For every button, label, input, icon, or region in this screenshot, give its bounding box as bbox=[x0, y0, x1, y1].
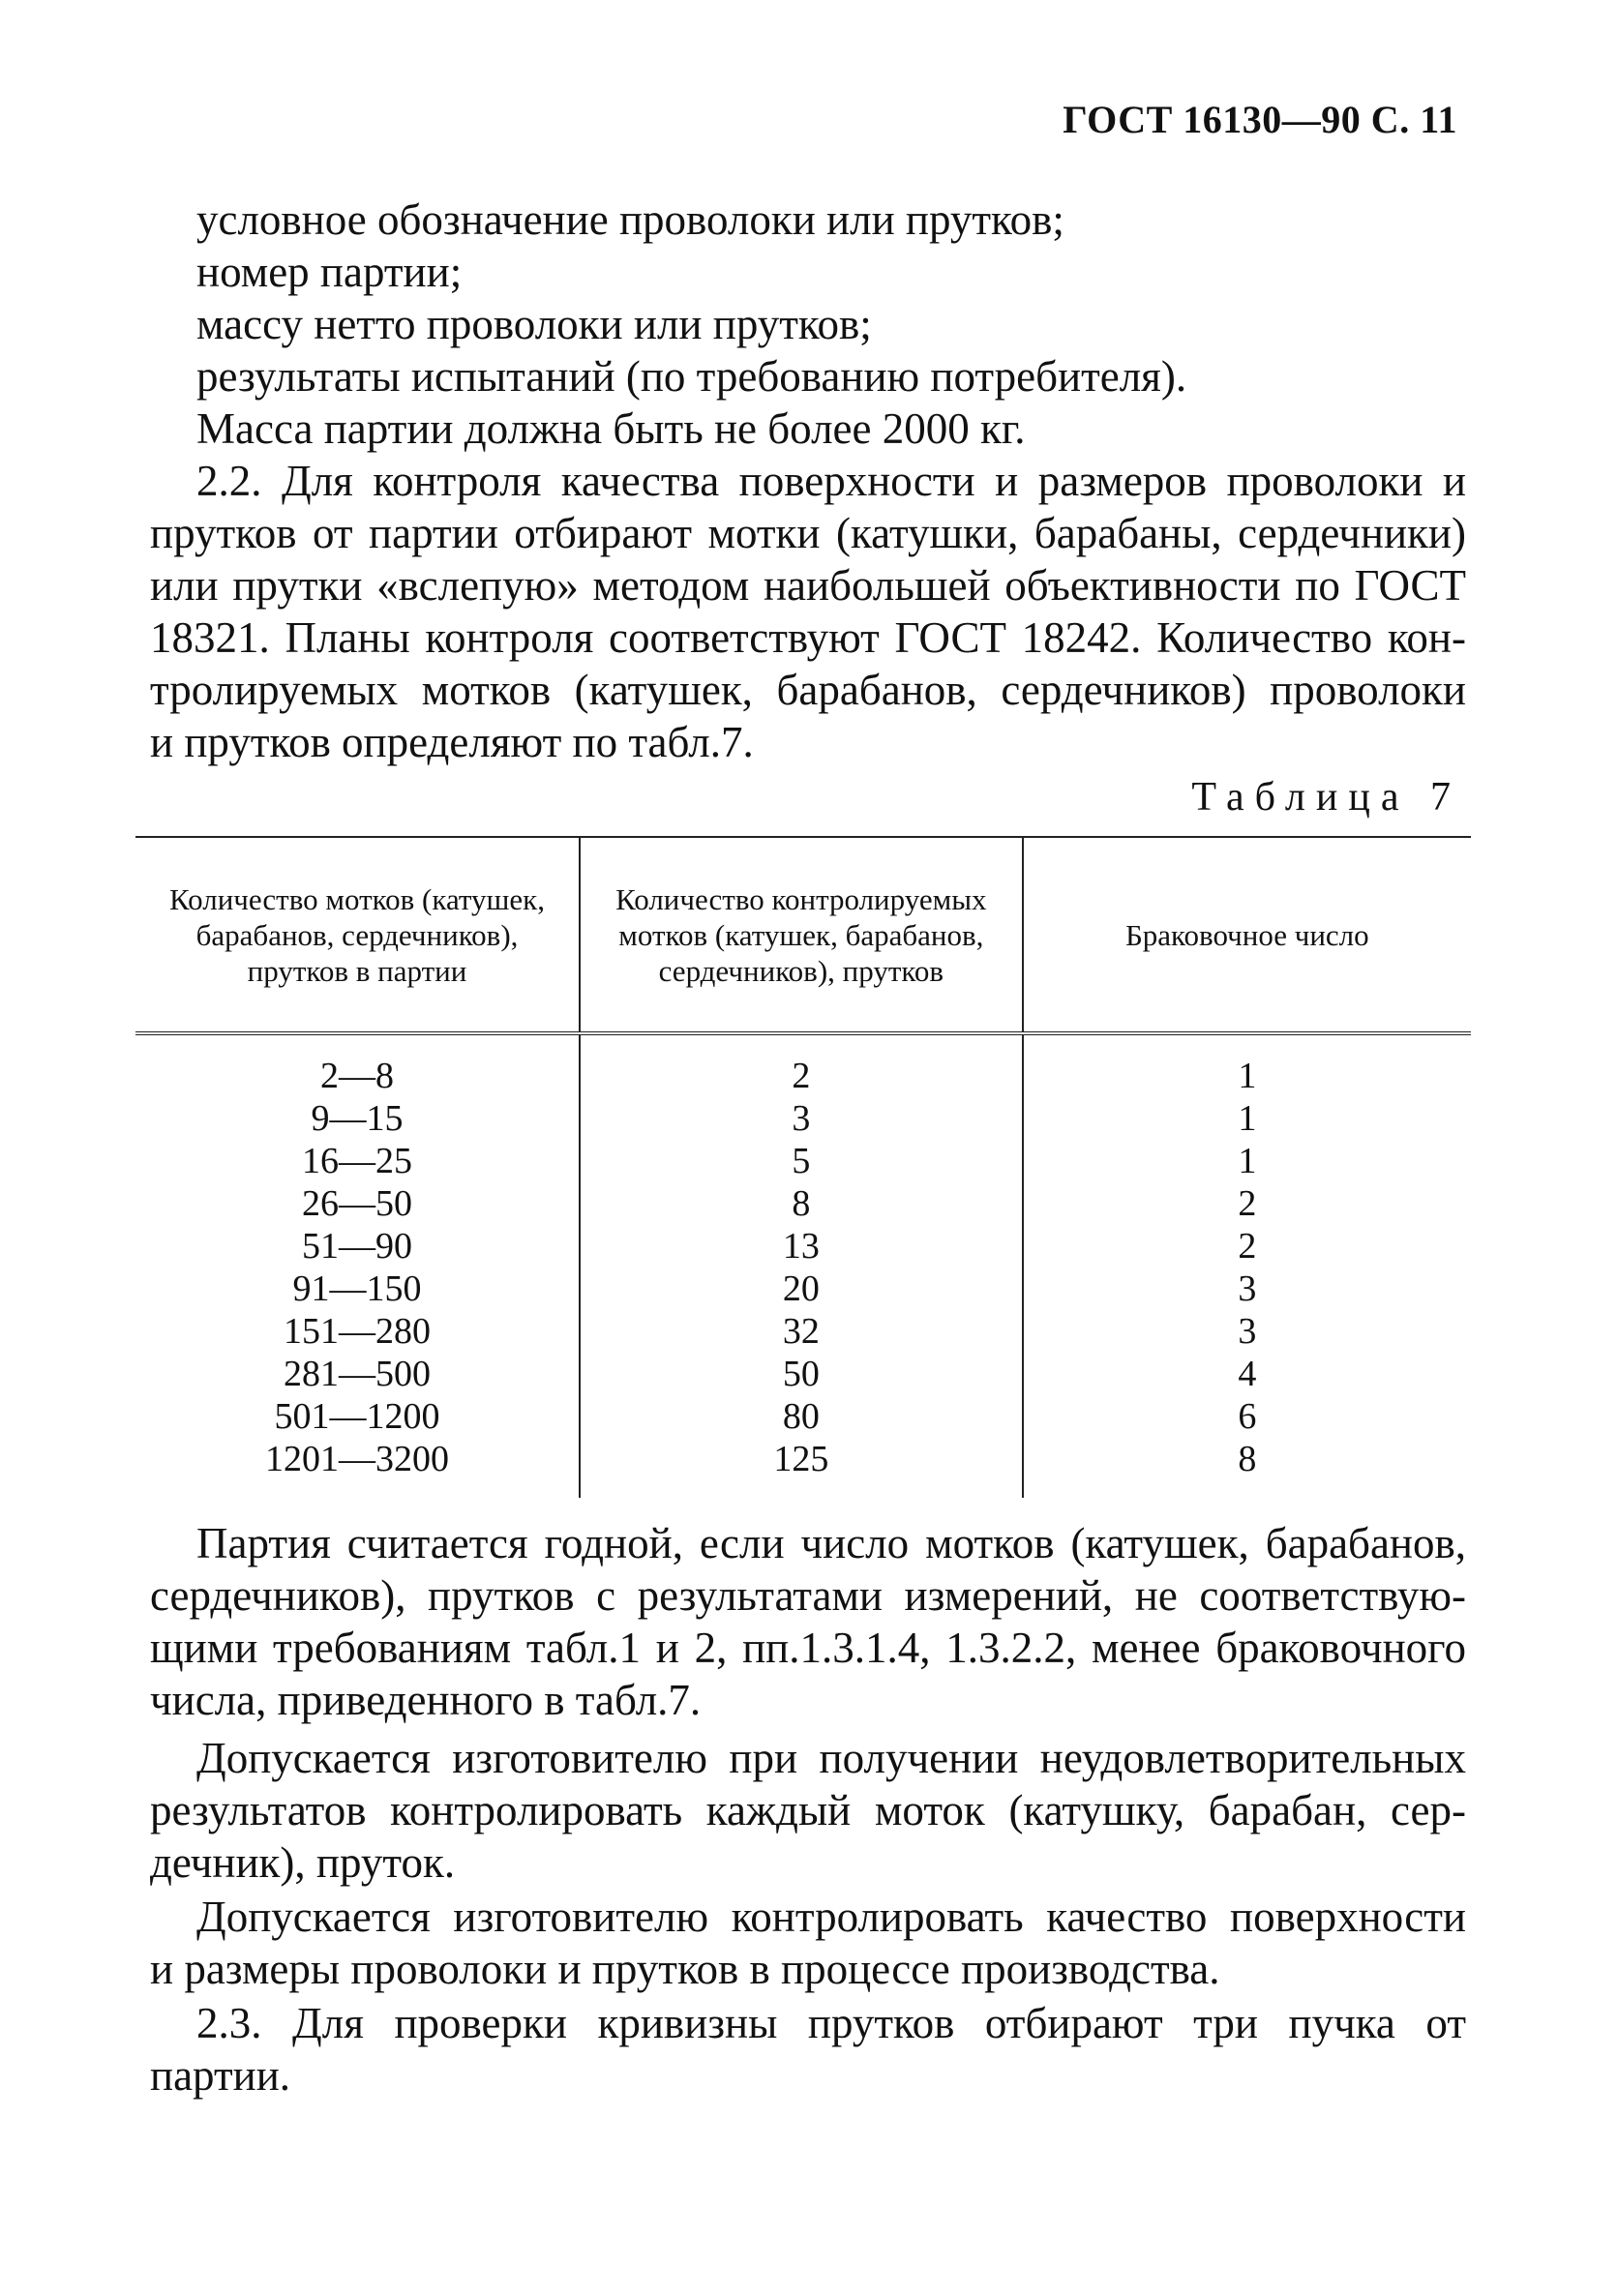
table-row bbox=[135, 1225, 1471, 1267]
intro-list bbox=[150, 194, 1466, 455]
table-cell: 2 bbox=[1023, 1182, 1471, 1225]
intro-line: массу нетто проволоки или прутков; bbox=[196, 300, 872, 348]
table-cell: 32 bbox=[580, 1310, 1023, 1353]
table-row bbox=[135, 1310, 1471, 1353]
paragraph-2-2 bbox=[150, 455, 1466, 768]
table-cell: 1 bbox=[1023, 1097, 1471, 1140]
paragraph-line: Партия считается годной, если число мотков (катушек, барабанов, bbox=[196, 1519, 1466, 1567]
table-cell: 91—150 bbox=[292, 1268, 422, 1309]
table-cell: 3 bbox=[580, 1097, 1023, 1140]
table-cell: 20 bbox=[580, 1267, 1023, 1310]
paragraph-allowed-2 bbox=[150, 1891, 1466, 1995]
paragraph-line: и размеры проволоки и прутков в процессе производства. bbox=[150, 1945, 1220, 1993]
paragraph-2-3 bbox=[150, 1997, 1466, 2102]
paragraph-line: 18321. Планы контроля соответствуют ГОСТ 18242. Количество кон- bbox=[150, 613, 1466, 662]
table-caption: Таблица 7 bbox=[1191, 775, 1461, 820]
paragraph-line: и прутков определяют по табл.7. bbox=[150, 718, 754, 766]
table-row bbox=[135, 1438, 1471, 1498]
data-table bbox=[135, 836, 1471, 1498]
table-cell: 501—1200 bbox=[274, 1396, 440, 1437]
table-cell: 2 bbox=[1023, 1225, 1471, 1267]
table-row bbox=[135, 1033, 1471, 1097]
paragraph-allowed-1 bbox=[150, 1732, 1466, 1889]
paragraph-acceptance bbox=[150, 1517, 1466, 1726]
paragraph-line: сердечников), прутков с результатами измерений, не соответствую- bbox=[150, 1571, 1466, 1620]
intro-line: условное обозначение проволоки или прутков; bbox=[196, 195, 1064, 244]
paragraph-line: числа, приведенного в табл.7. bbox=[150, 1676, 702, 1724]
table-header-row bbox=[135, 837, 1471, 1033]
column-header: Браковочное число bbox=[1023, 837, 1471, 1033]
table-cell: 1201—3200 bbox=[265, 1439, 449, 1479]
column-header: Количество мотков (катушек, барабанов, сердечников), прутков в партии bbox=[135, 837, 580, 1033]
table-row bbox=[135, 1395, 1471, 1438]
paragraph-line: дечник), пруток. bbox=[150, 1838, 456, 1887]
table-row bbox=[135, 1140, 1471, 1182]
table-row bbox=[135, 1353, 1471, 1395]
table-cell: 1 bbox=[1023, 1033, 1471, 1097]
table-cell: 16—25 bbox=[302, 1141, 412, 1181]
paragraph-line: тролируемых мотков (катушек, барабанов, сердечников) проволоки bbox=[150, 666, 1466, 714]
table-row bbox=[135, 1182, 1471, 1225]
paragraph-line: партии. bbox=[150, 2051, 291, 2100]
column-header: Количество контролируемых мотков (катушек, барабанов, сердечников), прутков bbox=[580, 837, 1023, 1033]
paragraph-line: 2.2. Для контроля качества поверхности и размеров проволоки и bbox=[196, 457, 1466, 505]
paragraph-line: Допускается изготовителю контролировать качество поверхности bbox=[196, 1893, 1466, 1941]
table-cell: 13 bbox=[580, 1225, 1023, 1267]
table-cell: 3 bbox=[1023, 1267, 1471, 1310]
table-cell: 8 bbox=[1023, 1438, 1471, 1498]
table-cell: 8 bbox=[580, 1182, 1023, 1225]
paragraph-line: или прутки «вслепую» методом наибольшей объективности по ГОСТ bbox=[150, 561, 1466, 610]
table-cell: 9—15 bbox=[311, 1098, 404, 1139]
table-cell: 1 bbox=[1023, 1140, 1471, 1182]
table-cell: 2 bbox=[580, 1033, 1023, 1097]
table-cell: 5 bbox=[580, 1140, 1023, 1182]
table-cell: 51—90 bbox=[302, 1226, 412, 1267]
paragraph-line: результатов контролировать каждый моток (катушку, барабан, сер- bbox=[150, 1786, 1466, 1834]
table-7 bbox=[135, 836, 1471, 1498]
paragraph-line: прутков от партии отбирают мотки (катушки, барабаны, сердечники) bbox=[150, 509, 1466, 557]
table-row bbox=[135, 1267, 1471, 1310]
paragraph-line: щими требованиям табл.1 и 2, пп.1.3.1.4, 1.3.2.2, менее браковочного bbox=[150, 1624, 1466, 1672]
table-cell: 281—500 bbox=[284, 1354, 431, 1394]
table-row bbox=[135, 1097, 1471, 1140]
intro-line: результаты испытаний (по требованию потребителя). bbox=[196, 352, 1187, 401]
table-cell: 6 bbox=[1023, 1395, 1471, 1438]
table-cell: 4 bbox=[1023, 1353, 1471, 1395]
intro-line: Масса партии должна быть не более 2000 кг. bbox=[196, 404, 1026, 453]
table-cell: 26—50 bbox=[302, 1183, 412, 1224]
intro-line: номер партии; bbox=[196, 248, 463, 296]
paragraph-line: 2.3. Для проверки кривизны прутков отбирают три пучка от bbox=[196, 1999, 1466, 2047]
table-cell: 2—8 bbox=[320, 1056, 394, 1096]
table-cell: 80 bbox=[580, 1395, 1023, 1438]
table-cell: 151—280 bbox=[284, 1311, 431, 1352]
page-header: ГОСТ 16130—90 С. 11 bbox=[1063, 98, 1457, 141]
paragraph-line: Допускается изготовителю при получении неудовлетворительных bbox=[196, 1734, 1466, 1782]
table-cell: 3 bbox=[1023, 1310, 1471, 1353]
table-cell: 125 bbox=[580, 1438, 1023, 1498]
table-cell: 50 bbox=[580, 1353, 1023, 1395]
